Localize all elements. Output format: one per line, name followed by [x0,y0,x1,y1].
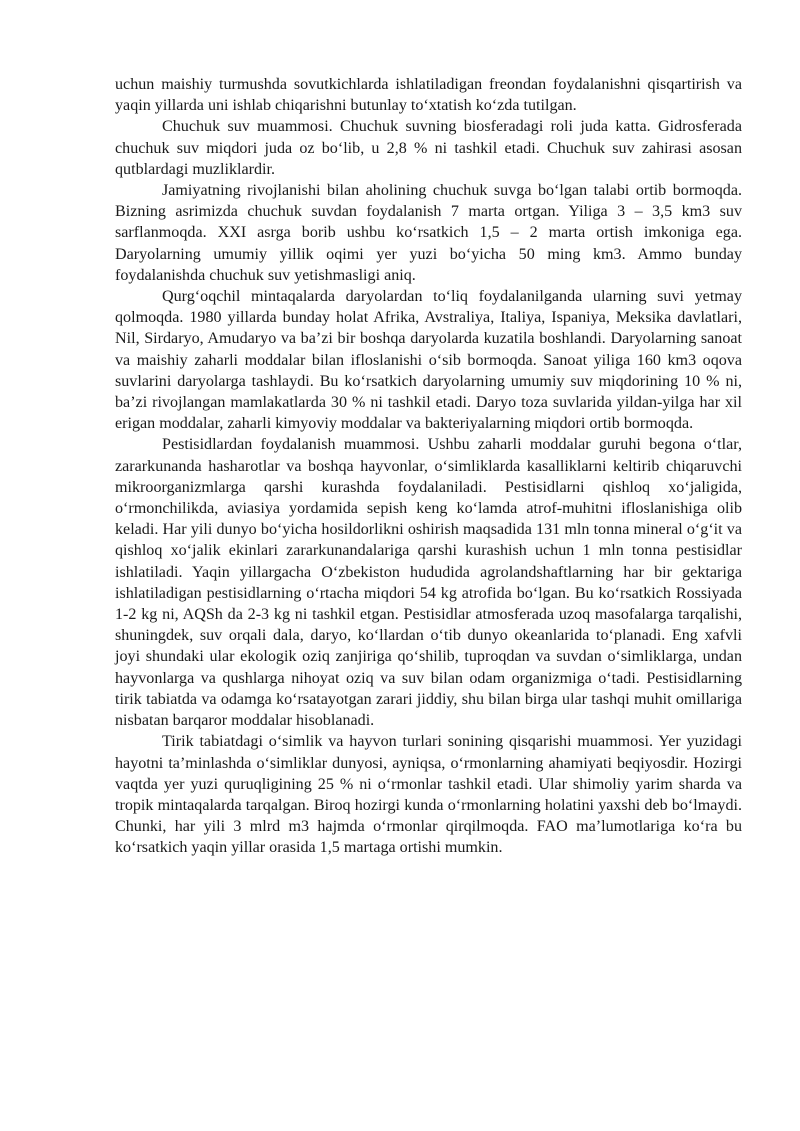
paragraph-arid-regions: Qurgʻoqchil mintaqalarda daryolardan toʻliq foydalanilganda ularning suvi yetmay qolmoqda. 1980 yillarda bunday holat Afrika, Avstraliya, Italiya, Ispaniya, Meksika davlatlari, Nil, Sirdaryo, Amudaryo va baʼzi bir boshqa daryolarda kuzatila boshlandi. Daryolarning sanoat va maishiy zaharli moddalar bilan ifloslanishi oʻsib bormoqda. Sanoat yiliga 160 km3 oqova suvlarini daryolarga tashlaydi. Bu koʻrsatkich daryolarning umumiy suv miqdorining 10 % ni, baʼzi rivojlangan mamlakatlarda 30 % ni tashkil etadi. Daryo toza suvlarida yildan-yilga har xil erigan moddalar, zaharli kimyoviy moddalar va bakteriyalarning miqdori ortib bormoqda. [115,288,742,433]
paragraph-pesticides-problem: Pestisidlardan foydalanish muammosi. Ushbu zaharli moddalar guruhi begona oʻtlar, zararkunanda hasharotlar va boshqa hayvonlar, oʻsimliklarda kasalliklarni keltirib chiqaruvchi mikroorganizmlarga qarshi kurashda foydalaniladi. Pestisidlarni qishloq xoʻjaligida, oʻrmonchilikda, aviasiya yordamida sepish keng koʻlamda atrof-muhitni ifloslanishiga olib keladi. Har yili dunyo boʻyicha hosildorlikni oshirish maqsadida 131 mln tonna mineral oʻgʻit va qishloq xoʻjalik ekinlari zararkunandalariga qarshi kurashish uchun 1 mln tonna pestisidlar ishlatiladi. Yaqin yillargacha Oʻzbekiston hududida agrolandshaftlarning har bir gektariga ishlatiladigan pestisidlarning oʻrtacha miqdori 54 kg atrofida boʻlgan. Bu koʻrsatkich Rossiyada 1-2 kg ni, AQSh da 2-3 kg ni tashkil etgan. Pestisidlar atmosferada uzoq masofalarga tarqalishi, shuningdek, suv orqali dala, daryo, koʻllardan oʻtib dunyo okeanlarida toʻplanadi. Eng xafvli joyi shundaki ular ekologik oziq zanjiriga qoʻshilib, tuproqdan va suvdan oʻsimliklarga, undan hayvonlarga va qushlarga nihoyat oziq va suv bilan odam organizmiga oʻtadi. Pestisidlarning tirik tabiatda va odamga koʻrsatayotgan zarari jiddiy, shu bilan birga ular tashqi muhit omillariga nisbatan barqaror moddalar hisoblanadi. [115,436,742,730]
paragraph-species-decline: Tirik tabiatdagi oʻsimlik va hayvon turlari sonining qisqarishi muammosi. Yer yuzidagi hayotni taʼminlashda oʻsimliklar dunyosi, ayniqsa, oʻrmonlarning ahamiyati beqiyosdir. Hozirgi vaqtda yer yuzi quruqligining 25 % ni oʻrmonlar tashkil etadi. Ular shimoliy yarim sharda va tropik mintaqalarda tarqalgan. Biroq hozirgi kunda oʻrmonlarning holatini yaxshi deb boʻlmaydi. Chunki, har yili 3 mlrd m3 hajmda oʻrmonlar qirqilmoqda. FAO maʼlumotlariga koʻra bu koʻrsatkich yaqin yillar orasida 1,5 martaga ortishi mumkin. [115,733,742,857]
document-page [115,74,742,859]
paragraph-freon-continuation: uchun maishiy turmushda sovutkichlarda ishlatiladigan freondan foydalanishni qisqartirish va yaqin yillarda uni ishlab chiqarishni butunlay toʻxtatish koʻzda tutilgan. [115,76,742,115]
paragraph-fresh-water-problem: Chuchuk suv muammosi. Chuchuk suvning biosferadagi roli juda katta. Gidrosferada chuchuk suv miqdori juda oz boʻlib, u 2,8 % ni tashkil etadi. Chuchuk suv zahirasi asosan qutblardagi muzliklardir. [115,118,742,178]
paragraph-fresh-water-demand: Jamiyatning rivojlanishi bilan aholining chuchuk suvga boʻlgan talabi ortib bormoqda. Bizning asrimizda chuchuk suvdan foydalanish 7 marta ortgan. Yiliga 3 – 3,5 km3 suv sarflanmoqda. XXI asrga borib ushbu koʻrsatkich 1,5 – 2 marta ortish imkoniga ega. Daryolarning umumiy yillik oqimi yer yuzi boʻyicha 50 ming km3. Ammo bunday foydalanishda chuchuk suv yetishmasligi aniq. [115,182,742,284]
